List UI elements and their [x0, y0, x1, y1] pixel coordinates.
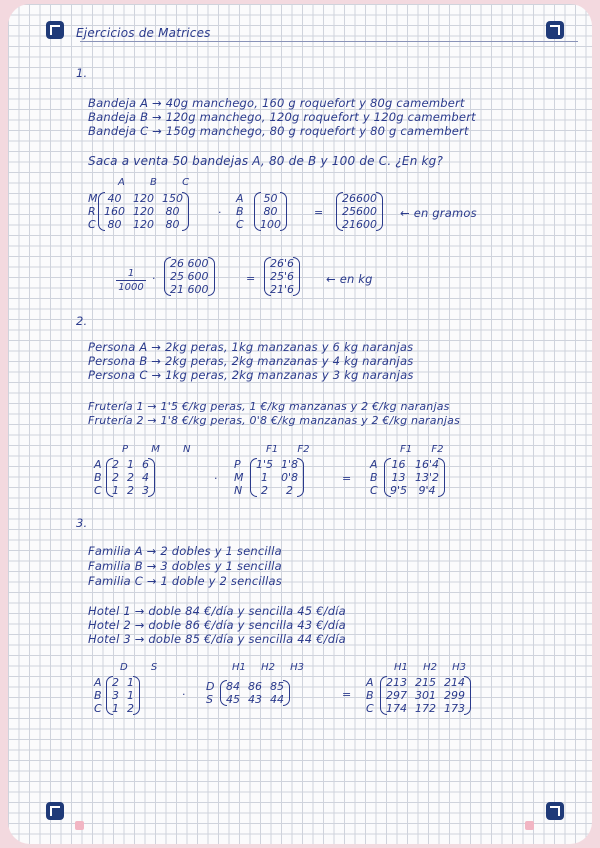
matrix-cell: 1 — [112, 702, 119, 715]
col-label: F1 — [266, 444, 279, 455]
ex3-result — [382, 676, 469, 715]
ex2-matrix-2 — [252, 458, 302, 497]
row-label: B — [94, 471, 102, 484]
right-paren — [280, 192, 287, 231]
right-paren — [148, 458, 155, 497]
matrix-cell: 2 — [112, 458, 119, 471]
ex1-m1-row-labels — [88, 192, 98, 231]
ex2-fruit-2: Frutería 2 → 1'8 €/kg peras, 0'8 €/kg manzanas y 2 €/kg naranjas — [88, 414, 461, 427]
matrix-cell: 43 — [248, 693, 262, 706]
right-paren — [182, 192, 189, 231]
ex1-result-grams — [338, 192, 381, 231]
ex1-line-2: Bandeja B → 120g manchego, 120g roquefort y 120g camembert — [88, 110, 476, 124]
row-label: A — [94, 676, 102, 689]
pink-margin-dot — [75, 821, 84, 830]
ex3-m1-row-labels — [94, 676, 102, 715]
matrix-cell: 25 600 — [170, 270, 209, 283]
matrix-cell: 1 — [127, 458, 134, 471]
matrix-cell: 214 — [444, 676, 465, 689]
matrix-cell: 84 — [226, 680, 240, 693]
ex1-kg-note: ← en kg — [326, 272, 373, 286]
col-label: A — [118, 177, 125, 188]
ex3-m2-col-header — [232, 662, 304, 673]
matrix-cell: 85 — [270, 680, 284, 693]
row-label: B — [366, 689, 374, 702]
matrix-cell: 2 — [127, 702, 134, 715]
notebook-corner-mark-icon — [546, 802, 564, 820]
col-label: S — [150, 662, 158, 673]
left-paren — [164, 257, 171, 296]
col-label: F2 — [431, 444, 444, 455]
ex3-matrix-2 — [222, 680, 288, 706]
ex3-line-3: Familia C → 1 doble y 2 sencillas — [88, 574, 282, 588]
ex3-m2-row-labels — [206, 680, 214, 706]
matrix-cell: 215 — [415, 676, 436, 689]
matrix-cell: 150 — [162, 192, 183, 205]
matrix-cell: 1'5 — [256, 458, 274, 471]
exercise-2-number: 2. — [76, 314, 88, 328]
equals-sign: = — [314, 206, 324, 219]
matrix-cell: 25600 — [342, 205, 377, 218]
ex1-line-1: Bandeja A → 40g manchego, 160 g roquefort y 80g camembert — [88, 96, 465, 110]
matrix-cell: 44 — [270, 693, 284, 706]
title-underline — [80, 41, 578, 42]
matrix-cell: 4 — [142, 471, 149, 484]
matrix-cell: 1'8 — [281, 458, 299, 471]
ex3-m1-col-header — [120, 662, 157, 673]
matrix-cell: 301 — [415, 689, 436, 702]
row-label: R — [88, 205, 96, 218]
ex2-m2-col-header — [266, 444, 309, 455]
col-label: H2 — [423, 662, 437, 673]
matrix-cell: 100 — [260, 218, 281, 231]
equals-sign: = — [342, 472, 352, 485]
ex1-fraction — [116, 268, 146, 293]
ex3-hotel-3: Hotel 3 → doble 85 €/día y sencilla 44 €/día — [88, 632, 346, 646]
matrix-cell: 9'4 — [418, 484, 436, 497]
equals-sign: = — [342, 688, 352, 701]
row-label: C — [366, 702, 374, 715]
row-label: A — [370, 458, 378, 471]
left-paren — [250, 458, 257, 497]
matrix-cell: 120 — [133, 192, 154, 205]
ex1-m1-col-header — [118, 177, 189, 188]
matrix-cell: 2 — [112, 676, 119, 689]
left-paren — [336, 192, 343, 231]
ex2-res-row-labels — [370, 458, 378, 497]
notebook-corner-mark-icon — [46, 21, 64, 39]
matrix-cell: 2 — [127, 484, 134, 497]
matrix-cell: 3 — [112, 689, 119, 702]
col-label: H3 — [452, 662, 467, 673]
row-label: S — [206, 693, 213, 706]
ex2-line-2: Persona B → 2kg peras, 2kg manzanas y 4 kg naranjas — [88, 354, 414, 368]
matrix-cell: 21600 — [342, 218, 377, 231]
right-paren — [133, 676, 140, 715]
equals-sign: = — [246, 272, 256, 285]
matrix-cell: 0'8 — [281, 471, 299, 484]
ex3-matrix-1 — [108, 676, 138, 715]
row-label: C — [94, 702, 102, 715]
matrix-cell: 1 — [112, 484, 119, 497]
row-label: B — [94, 689, 102, 702]
col-label: P — [122, 444, 129, 455]
right-paren — [438, 458, 445, 497]
ex1-grams-note: ← en gramos — [400, 206, 477, 220]
ex1-matrix-1 — [100, 192, 187, 231]
row-label: B — [236, 205, 244, 218]
left-paren — [264, 257, 271, 296]
right-paren — [208, 257, 215, 296]
row-label: C — [94, 484, 102, 497]
matrix-cell: 160 — [104, 205, 125, 218]
right-paren — [297, 458, 304, 497]
fraction-numerator: 1 — [127, 268, 135, 279]
ex2-line-1: Persona A → 2kg peras, 1kg manzanas y 6 kg naranjas — [88, 340, 414, 354]
row-label: B — [370, 471, 378, 484]
col-label: H1 — [232, 662, 246, 673]
left-paren — [220, 680, 227, 706]
matrix-cell: 1 — [127, 676, 134, 689]
row-label: A — [236, 192, 244, 205]
col-label: F2 — [297, 444, 310, 455]
matrix-cell: 174 — [386, 702, 407, 715]
matrix-cell: 1 — [261, 471, 269, 484]
ex3-res-row-labels — [366, 676, 374, 715]
matrix-cell: 173 — [444, 702, 465, 715]
multiply-sign: · — [182, 688, 186, 701]
matrix-cell: 80 — [107, 218, 122, 231]
matrix-cell: 2 — [112, 471, 119, 484]
ex2-res-col-header — [400, 444, 443, 455]
left-paren — [254, 192, 261, 231]
left-paren — [384, 458, 391, 497]
matrix-cell: 21 600 — [170, 283, 209, 296]
matrix-cell: 80 — [263, 205, 278, 218]
matrix-cell: 1 — [127, 689, 134, 702]
matrix-cell: 80 — [165, 218, 180, 231]
ex2-result — [386, 458, 443, 497]
matrix-cell: 2 — [127, 471, 134, 484]
matrix-cell: 9'5 — [390, 484, 408, 497]
left-paren — [380, 676, 387, 715]
ex1-line-3: Bandeja C → 150g manchego, 80 g roquefort y 80 g camembert — [88, 124, 469, 138]
row-label: M — [234, 471, 244, 484]
ex2-m1-row-labels — [94, 458, 102, 497]
ex3-line-2: Familia B → 3 dobles y 1 sencilla — [88, 559, 282, 573]
matrix-cell: 86 — [248, 680, 262, 693]
exercise-3-number: 3. — [76, 516, 88, 530]
notebook-corner-mark-icon — [546, 21, 564, 39]
matrix-cell: 213 — [386, 676, 407, 689]
row-label: C — [370, 484, 378, 497]
fraction-denominator: 1000 — [118, 282, 144, 293]
ex3-res-col-header — [394, 662, 466, 673]
col-label: H1 — [394, 662, 408, 673]
matrix-cell: 13 — [391, 471, 406, 484]
ex2-matrix-1 — [108, 458, 153, 497]
page-title: Ejercicios de Matrices — [76, 26, 211, 40]
row-label: A — [366, 676, 374, 689]
col-label: F1 — [400, 444, 413, 455]
ex1-result-grams-copy — [166, 257, 213, 296]
ex1-question: Saca a venta 50 bandejas A, 80 de B y 100 de C. ¿En kg? — [88, 154, 444, 168]
matrix-cell: 120 — [133, 205, 154, 218]
grid-paper-page — [8, 4, 592, 844]
row-label: N — [234, 484, 243, 497]
matrix-cell: 2 — [286, 484, 294, 497]
col-label: M — [151, 444, 160, 455]
ex2-m1-col-header — [122, 444, 191, 455]
matrix-cell: 26'6 — [270, 257, 295, 270]
matrix-cell: 16'4 — [415, 458, 440, 471]
row-label: C — [236, 218, 244, 231]
ex3-hotel-1: Hotel 1 → doble 84 €/día y sencilla 45 €/día — [88, 604, 346, 618]
ex3-hotel-2: Hotel 2 → doble 86 €/día y sencilla 43 €/día — [88, 618, 346, 632]
multiply-sign: · — [218, 206, 222, 219]
row-label: M — [88, 192, 98, 205]
notebook-corner-mark-icon — [46, 802, 64, 820]
matrix-cell: 297 — [386, 689, 407, 702]
col-label: D — [120, 662, 128, 673]
matrix-cell: 80 — [165, 205, 180, 218]
col-label: C — [182, 177, 190, 188]
row-label: D — [206, 680, 215, 693]
col-label: N — [183, 444, 191, 455]
right-paren — [376, 192, 383, 231]
ex2-m2-row-labels — [234, 458, 244, 497]
ex1-matrix-2 — [256, 192, 285, 231]
matrix-cell: 2 — [261, 484, 269, 497]
matrix-cell: 13'2 — [415, 471, 440, 484]
matrix-cell: 50 — [263, 192, 278, 205]
matrix-cell: 40 — [107, 192, 122, 205]
multiply-sign: · — [152, 272, 156, 285]
matrix-cell: 25'6 — [270, 270, 295, 283]
exercise-1-number: 1. — [76, 66, 88, 80]
pink-margin-dot — [525, 821, 534, 830]
ex1-result-kg — [266, 257, 298, 296]
ex2-fruit-1: Frutería 1 → 1'5 €/kg peras, 1 €/kg manzanas y 2 €/kg naranjas — [88, 400, 450, 413]
matrix-cell: 6 — [142, 458, 149, 471]
matrix-cell: 26600 — [342, 192, 377, 205]
left-paren — [98, 192, 105, 231]
ex1-m2-row-labels — [236, 192, 244, 231]
right-paren — [293, 257, 300, 296]
right-paren — [283, 680, 290, 706]
col-label: B — [150, 177, 157, 188]
matrix-cell: 21'6 — [270, 283, 295, 296]
matrix-cell: 3 — [142, 484, 149, 497]
left-paren — [106, 458, 113, 497]
multiply-sign: · — [214, 472, 218, 485]
row-label: P — [234, 458, 241, 471]
ex3-line-1: Familia A → 2 dobles y 1 sencilla — [88, 544, 282, 558]
matrix-cell: 120 — [133, 218, 154, 231]
matrix-cell: 172 — [415, 702, 436, 715]
ex2-line-3: Persona C → 1kg peras, 2kg manzanas y 3 kg naranjas — [88, 368, 414, 382]
row-label: C — [88, 218, 96, 231]
right-paren — [464, 676, 471, 715]
matrix-cell: 299 — [444, 689, 465, 702]
left-paren — [106, 676, 113, 715]
col-label: H2 — [261, 662, 275, 673]
matrix-cell: 45 — [226, 693, 240, 706]
col-label: H3 — [290, 662, 305, 673]
matrix-cell: 26 600 — [170, 257, 209, 270]
matrix-cell: 16 — [391, 458, 406, 471]
row-label: A — [94, 458, 102, 471]
